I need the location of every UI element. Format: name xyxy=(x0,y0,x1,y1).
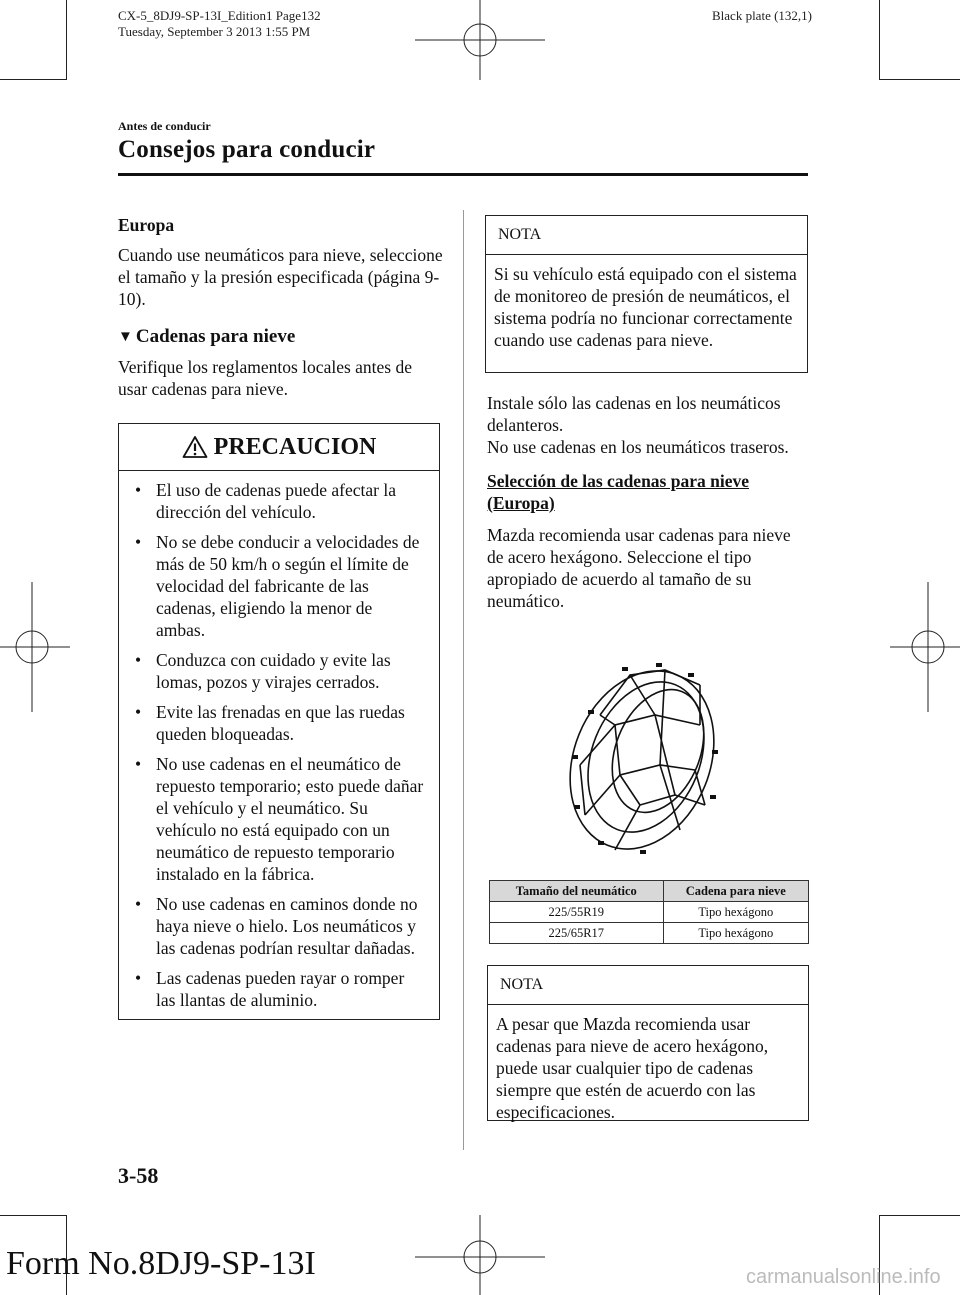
snow-chain-illustration xyxy=(560,655,730,860)
table-header: Cadena para nieve xyxy=(663,881,808,902)
note-box xyxy=(485,215,808,373)
caution-item: • No se debe conducir a velocidades de más de 50 km/h o según el límite de velocidad del fabricante de las cadenas, eligiendo la menor de ambas. xyxy=(133,531,425,641)
caution-item: • No use cadenas en caminos donde no haya nieve o hielo. Los neumáticos y las cadenas podrían resultar dañadas. xyxy=(133,893,425,959)
table-cell: 225/55R19 xyxy=(490,902,664,923)
caution-item: • Evite las frenadas en que las ruedas queden bloqueadas. xyxy=(133,701,425,745)
table-header-row xyxy=(490,881,809,902)
install-line-1: Instale sólo las cadenas en los neumáticos delanteros. xyxy=(487,393,781,435)
crop-mark xyxy=(0,1215,66,1216)
table-row xyxy=(490,923,809,944)
triangle-down-icon: ▼ xyxy=(118,328,133,345)
page-number: 3-58 xyxy=(118,1163,159,1188)
column-divider xyxy=(463,210,464,1150)
section-small-title: Antes de conducir xyxy=(118,119,211,133)
caution-item: • Las cadenas pueden rayar o romper las llantas de aluminio. xyxy=(133,967,425,1011)
install-line-2: No use cadenas en los neumáticos traseros. xyxy=(487,437,789,457)
chains-heading xyxy=(118,326,443,348)
caution-item: • No use cadenas en el neumático de repuesto temporario; esto puede dañar el vehículo y el neumático. Su vehículo no está equipado con un neumático de repuesto temporario instalado en la fábrica. xyxy=(133,753,425,885)
caution-list xyxy=(119,471,439,1011)
note-header: NOTA xyxy=(488,966,808,1005)
crop-mark xyxy=(880,1215,960,1216)
crop-mark xyxy=(879,0,880,80)
europa-text: Cuando use neumáticos para nieve, seleccione el tamaño y la presión especificada (página 9-10). xyxy=(118,245,443,309)
note-body: A pesar que Mazda recomienda usar cadenas para nieve de acero hexágono, puede usar cualquier tipo de cadenas siempre que estén de acuerdo con las especificaciones. xyxy=(496,1014,769,1122)
plate-info: Black plate (132,1) xyxy=(712,8,812,23)
registration-mark-icon xyxy=(890,582,960,712)
selection-text: Mazda recomienda usar cadenas para nieve de acero hexágono. Seleccione el tipo apropiado de acuerdo al tamaño de su neumático. xyxy=(487,525,791,611)
page-title: Consejos para conducir xyxy=(118,136,376,163)
file-info-line2: Tuesday, September 3 2013 1:55 PM xyxy=(118,24,311,39)
form-number: Form No.8DJ9-SP-13I xyxy=(6,1245,316,1282)
tire-chain-table xyxy=(489,880,809,944)
table-cell: Tipo hexágono xyxy=(663,902,808,923)
chains-text: Verifique los reglamentos locales antes de usar cadenas para nieve. xyxy=(118,357,412,399)
table-cell: Tipo hexágono xyxy=(663,923,808,944)
file-info-line1: CX-5_8DJ9-SP-13I_Edition1 Page132 xyxy=(118,8,321,23)
table-header: Tamaño del neumático xyxy=(490,881,664,902)
right-text xyxy=(487,392,809,612)
warning-triangle-icon xyxy=(182,435,208,459)
caution-title: PRECAUCION xyxy=(213,433,377,460)
left-column xyxy=(118,215,443,400)
chains-heading-label: Cadenas para nieve xyxy=(135,326,296,347)
file-info xyxy=(118,8,321,40)
note-header: NOTA xyxy=(486,216,807,255)
table-row xyxy=(490,902,809,923)
caution-item: • El uso de cadenas puede afectar la dirección del vehículo. xyxy=(133,479,425,523)
note-box xyxy=(487,965,809,1121)
crop-mark xyxy=(880,79,960,80)
title-rule xyxy=(118,173,808,176)
europa-heading: Europa xyxy=(118,215,175,235)
caution-box xyxy=(118,423,440,1020)
table-cell: 225/65R17 xyxy=(490,923,664,944)
selection-heading: Selección de las cadenas para nieve (Europa) xyxy=(487,471,749,513)
site-watermark: carmanualsonline.info xyxy=(746,1266,941,1288)
registration-mark-icon xyxy=(415,1205,545,1295)
note-body: Si su vehículo está equipado con el sistema de monitoreo de presión de neumáticos, el sistema podría no funcionar correctamente cuando use cadenas para nieve. xyxy=(494,264,797,350)
crop-mark xyxy=(0,79,66,80)
crop-mark xyxy=(66,0,67,80)
caution-header xyxy=(119,424,439,471)
registration-mark-icon xyxy=(0,582,70,712)
registration-mark-icon xyxy=(415,0,545,90)
caution-item: • Conduzca con cuidado y evite las lomas, pozos y virajes cerrados. xyxy=(133,649,425,693)
